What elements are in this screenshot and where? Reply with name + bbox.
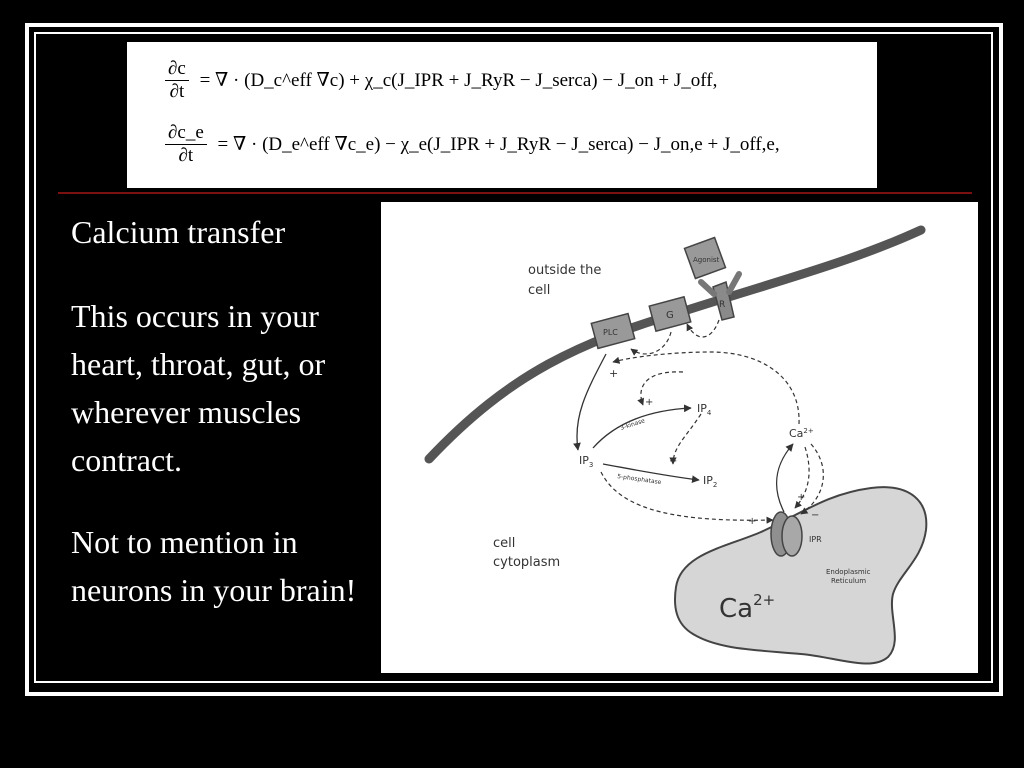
receptor-label: R bbox=[719, 300, 726, 310]
divider-line bbox=[58, 192, 972, 194]
calcium-signaling-diagram bbox=[381, 202, 978, 673]
equation-1-rhs: = ∇ · (D_c^eff ∇c) + χ_c(J_IPR + J_RyR − J_serca) − J_on + J_off, bbox=[199, 70, 718, 91]
ip2-subscript: 2 bbox=[712, 481, 718, 489]
ca-release-arrow bbox=[777, 444, 793, 512]
plus-sign-kinase: + bbox=[645, 397, 654, 408]
fraction-2-numerator: ∂c_e bbox=[165, 122, 207, 145]
ca-er-superscript: 2+ bbox=[753, 591, 776, 609]
paragraph-muscles: This occurs in your heart, throat, gut, or wherever muscles contract. bbox=[71, 298, 326, 478]
plus-sign-plc: + bbox=[609, 367, 619, 380]
equation-cytosolic-calcium bbox=[165, 58, 717, 103]
cytoplasm-label-2: cytoplasm bbox=[493, 555, 561, 570]
diagram-svg bbox=[381, 202, 978, 673]
ip3-label: $IP_3$ bbox=[579, 454, 594, 469]
fraction-1-denominator: ∂t bbox=[169, 81, 185, 102]
phosphatase-label: 5-phosphatase bbox=[616, 473, 662, 487]
fraction-1-numerator: ∂c bbox=[165, 58, 189, 81]
paragraph-neurons: Not to mention in neurons in your brain! bbox=[71, 524, 357, 608]
ca-cytosol-superscript: 2+ bbox=[803, 427, 814, 435]
fraction-1 bbox=[165, 58, 189, 103]
plus-sign-ca-1: + bbox=[797, 492, 806, 503]
plc-icon bbox=[591, 314, 634, 349]
agonist-label: Agonist bbox=[693, 256, 720, 264]
ip2-label: $IP_2$ bbox=[703, 474, 718, 489]
outside-cell-label-1: outside the bbox=[528, 263, 602, 278]
slide-heading: Calcium transfer bbox=[71, 214, 286, 250]
g-protein-icon bbox=[649, 297, 691, 331]
g-to-plc-arrow bbox=[631, 332, 671, 354]
equation-2-rhs: = ∇ · (D_e^eff ∇c_e) − χ_e(J_IPR + J_RyR − J_serca) − J_on,e + J_off,e, bbox=[217, 134, 780, 155]
ca-cytosol-label: $Ca^{2+}$ bbox=[789, 427, 814, 440]
ip4-subscript: 4 bbox=[706, 409, 712, 417]
fraction-2-denominator: ∂t bbox=[178, 145, 194, 166]
cytoplasm-label-1: cell bbox=[493, 536, 516, 551]
ipr-label: IPR bbox=[809, 535, 822, 544]
minus-sign-ca: − bbox=[811, 510, 820, 521]
ip4-label: $IP_4$ bbox=[697, 402, 712, 417]
endoplasmic-reticulum bbox=[675, 487, 926, 663]
g-protein-label: G bbox=[666, 310, 674, 321]
agonist-icon bbox=[684, 237, 725, 278]
plus-sign-ipr: + bbox=[748, 516, 757, 527]
minus-sign-phosphatase: − bbox=[669, 456, 678, 467]
er-label-2: Reticulum bbox=[831, 577, 867, 585]
plc-to-ip3-arrow bbox=[577, 354, 606, 450]
cell-membrane bbox=[429, 230, 921, 459]
ca-er-label: $Ca^{2+}$ bbox=[719, 591, 776, 624]
ip3-to-ip4-arrow bbox=[593, 408, 691, 448]
kinase-label: 3-kinase bbox=[619, 417, 646, 432]
equations-image bbox=[127, 42, 877, 188]
er-label-1: Endoplasmic bbox=[826, 568, 871, 576]
fraction-2 bbox=[165, 122, 207, 167]
outside-cell-label-2: cell bbox=[528, 283, 551, 298]
ip3-subscript: 3 bbox=[588, 461, 594, 469]
equation-er-calcium bbox=[165, 122, 780, 167]
r-to-g-arrow bbox=[687, 320, 719, 337]
plc-label: PLC bbox=[603, 328, 618, 337]
